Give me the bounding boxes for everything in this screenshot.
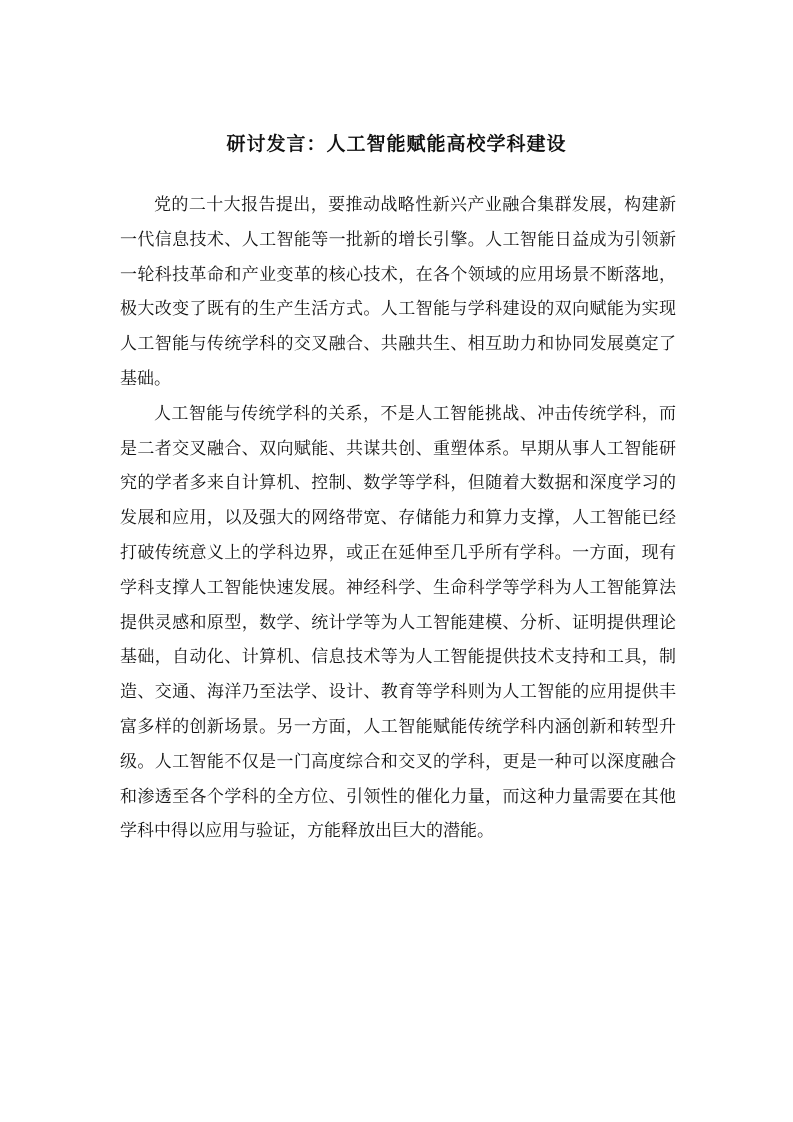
paragraph: 党的二十大报告提出，要推动战略性新兴产业融合集群发展，构建新一代信息技术、人工智能等一批新的增长引擎。人工智能日益成为引领新一轮科技革命和产业变革的核心技术，在各个领域的应用场景不断落地，极大改变了既有的生产生活方式。人工智能与学科建设的双向赋能为实现人工智能与传统学科的交叉融合、共融共生、相互助力和协同发展奠定了基础。 bbox=[120, 195, 676, 389]
document-title: 研讨发言：人工智能赋能高校学科建设 bbox=[226, 133, 567, 155]
paragraph: 人工智能与传统学科的关系，不是人工智能挑战、冲击传统学科，而是二者交叉融合、双向赋能、共谋共创、重塑体系。早期从事人工智能研究的学者多来自计算机、控制、数学等学科，但随着大数据和深度学习的发展和应用，以及强大的网络带宽、存储能力和算力支撑，人工智能已经打破传统意义上的学科边界，或正在延伸至几乎所有学科。一方面，现有学科支撑人工智能快速发展。神经科学、生命科学等学科为人工智能算法提供灵感和原型，数学、统计学等为人工智能建模、分析、证明提供理论基础，自动化、计算机、信息技术等为人工智能提供技术支持和工具，制造、交通、海洋乃至法学、设计、教育等学科则为人工智能的应用提供丰富多样的创新场景。另一方面，人工智能赋能传统学科内涵创新和转型升级。人工智能不仅是一门高度综合和交叉的学科，更是一种可以深度融合和渗透至各个学科的全方位、引领性的催化力量，而这种力量需要在其他学科中得以应用与验证，方能释放出巨大的潜能。 bbox=[120, 403, 676, 842]
document-body bbox=[120, 188, 676, 849]
